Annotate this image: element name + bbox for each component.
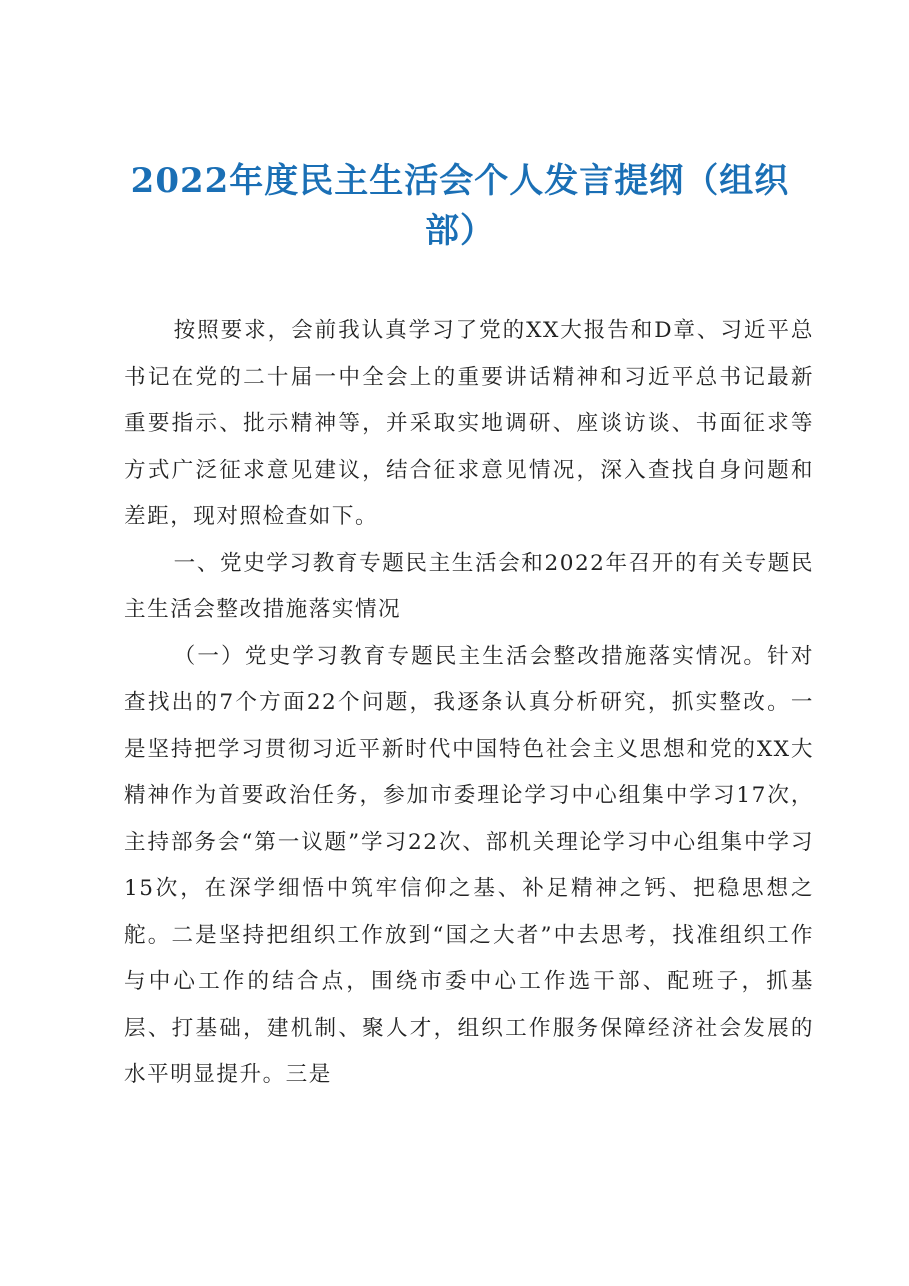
- paragraph-intro: 按照要求，会前我认真学习了党的XX大报告和D章、习近平总书记在党的二十届一中全会上的重要讲话精神和习近平总书记最新重要指示、批示精神等，并采取实地调研、座谈访谈、书面征求等方式广泛征求意见建议，结合征求意见情况，深入查找自身问题和差距，现对照检查如下。: [124, 318, 814, 529]
- document-body: [124, 308, 814, 1099]
- document-title: 2022年度民主生活会个人发言提纲（组织部）: [130, 161, 790, 251]
- section-heading-1: 一、党史学习教育专题民主生活会和2022年召开的有关专题民主生活会整改措施落实情况: [124, 550, 814, 622]
- paragraph-subsection-1: （一）党史学习教育专题民主生活会整改措施落实情况。针对查找出的7个方面22个问题，我逐条认真分析研究，抓实整改。一是坚持把学习贯彻习近平新时代中国特色社会主义思想和党的XX大精神作为首要政治任务，参加市委理论学习中心组集中学习17次，主持部务会“第一议题”学习22次、部机关理论学习中心组集中学习15次，在深学细悟中筑牢信仰之基、补足精神之钙、把稳思想之舵。二是坚持把组织工作放到“国之大者”中去思考，找准组织工作与中心工作的结合点，围绕市委中心工作选干部、配班子，抓基层、打基础，建机制、聚人才，组织工作服务保障经济社会发展的水平明显提升。三是: [124, 643, 814, 1087]
